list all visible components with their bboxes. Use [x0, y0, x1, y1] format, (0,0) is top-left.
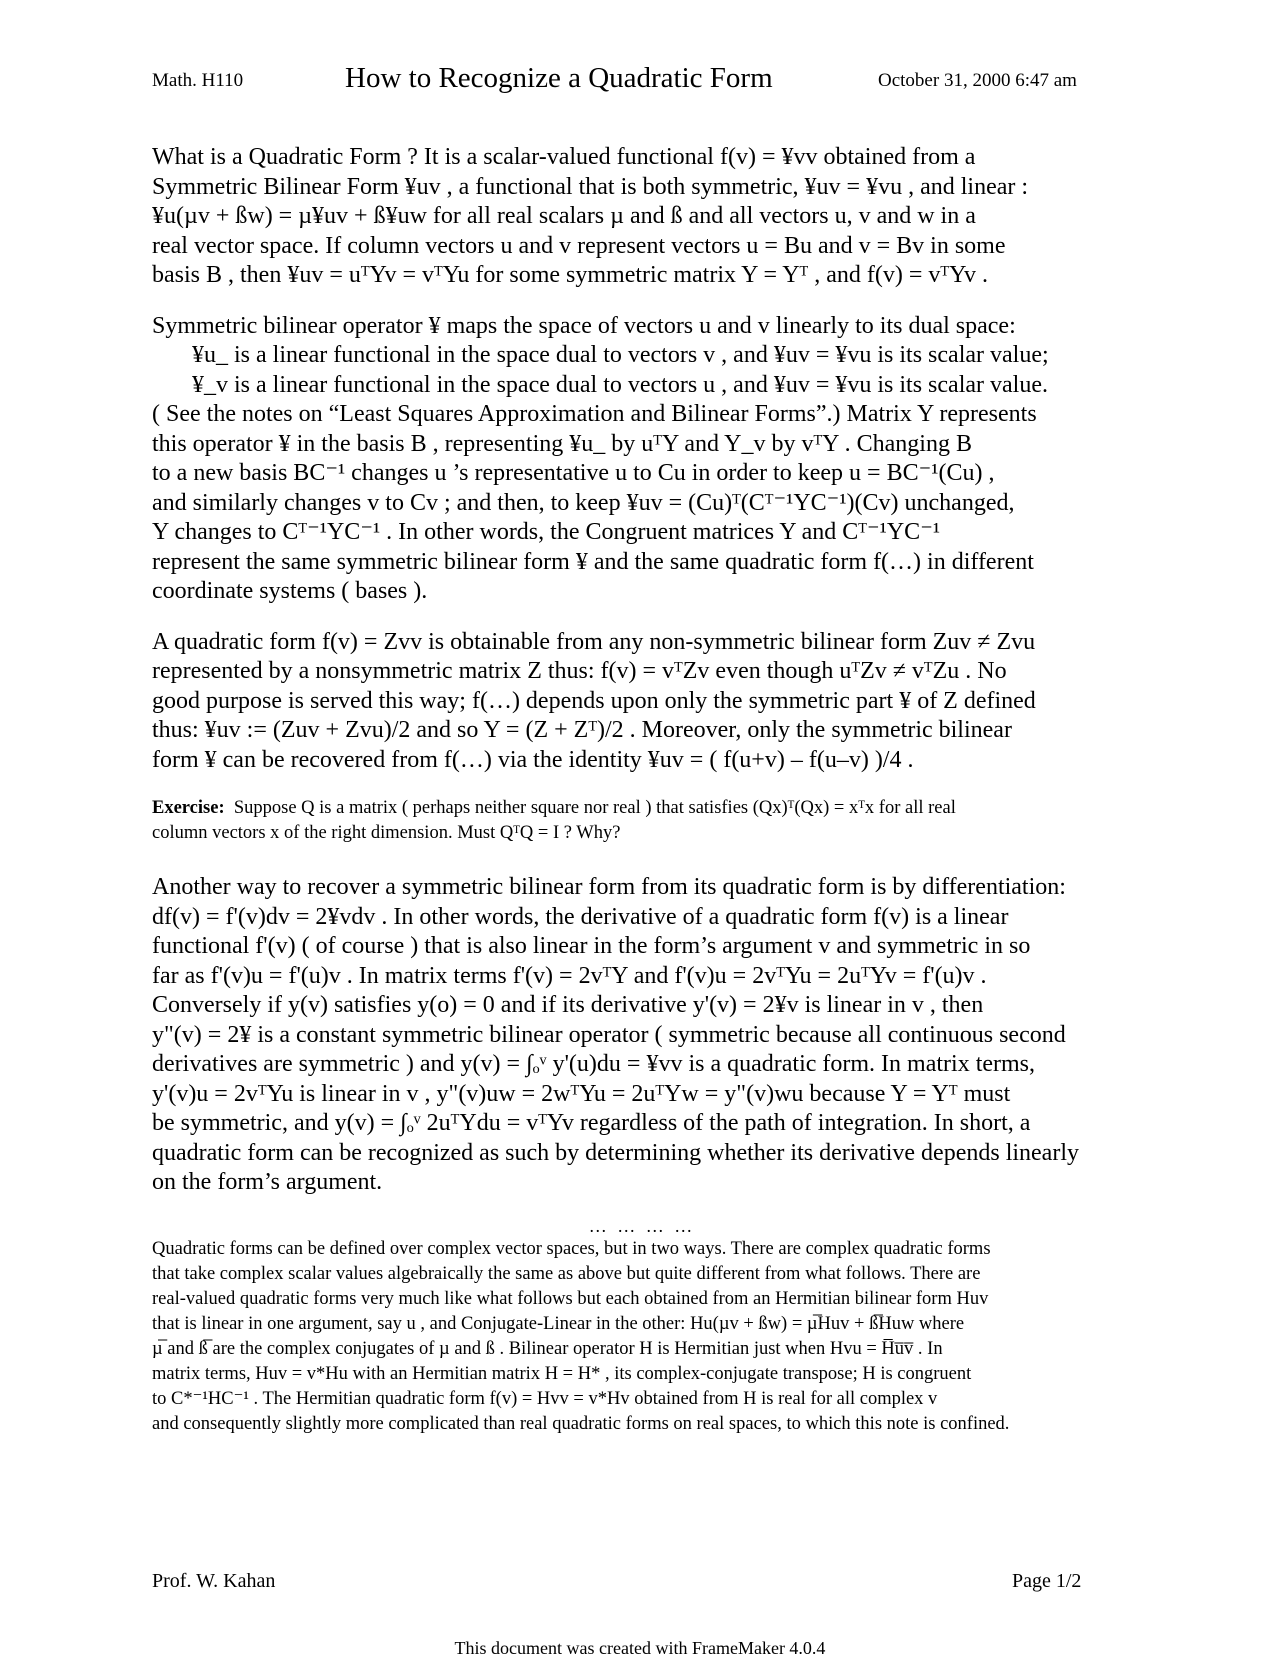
- paragraph-nonsymmetric: [152, 628, 1132, 776]
- text-line: ¥u(µv + ßw) = µ¥uv + ß¥uw for all real scalars µ and ß and all vectors u, v and w in a: [152, 203, 976, 229]
- text-line: y'(v)u = 2vᵀYu is linear in v , y"(v)uw = 2wᵀYu = 2uᵀYw = y"(v)wu because Y = Yᵀ must: [152, 1080, 1011, 1107]
- text-line: to C*⁻¹HC⁻¹ . The Hermitian quadratic form f(v) = Hvv = v*Hv obtained from H is real for all complex v: [152, 1388, 938, 1409]
- text-line: coordinate systems ( bases ).: [152, 578, 428, 604]
- text-line: basis B , then ¥uv = uᵀYv = vᵀYu for some symmetric matrix Y = Yᵀ , and f(v) = vᵀYv .: [152, 262, 989, 288]
- text-line: good purpose is served this way; f(…) depends upon only the symmetric part ¥ of Z defined: [152, 687, 1036, 714]
- text-line: thus: ¥uv := (Zuv + Zvu)/2 and so Y = (Z + Zᵀ)/2 . Moreover, only the symmetric bilinear: [152, 717, 1012, 743]
- text-line: this operator ¥ in the basis B , representing ¥u_ by uᵀY and Y_v by vᵀY . Changing B: [152, 430, 972, 457]
- text-line: and consequently slightly more complicated than real quadratic forms on real spaces, to which this note is confined.: [152, 1413, 1010, 1434]
- text-line: df(v) = f'(v)dv = 2¥vdv . In other words, the derivative of a quadratic form f(v) is a linear: [152, 903, 1009, 930]
- text-line: be symmetric, and y(v) = ∫ₒᵛ 2uᵀYdu = vᵀYv regardless of the path of integration. In short, a: [152, 1110, 1031, 1136]
- document-body: [152, 143, 1132, 1464]
- text-line: functional f'(v) ( of course ) that is also linear in the form’s argument v and symmetric in so: [152, 933, 1031, 959]
- text-line: Another way to recover a symmetric bilinear form from its quadratic form is by differentiation:: [152, 874, 1066, 900]
- exercise-label: Exercise:: [152, 798, 225, 818]
- text-line: µ̅ and ß̅ are the complex conjugates of µ and ß . Bilinear operator H is Hermitian just when Hvu = H̅u̅v̅ . In: [152, 1338, 943, 1359]
- header-date: October 31, 2000 6:47 am: [878, 70, 1077, 91]
- text-line: real-valued quadratic forms very much like what follows but each obtained from an Hermitian bilinear form Huv: [152, 1288, 989, 1309]
- text-line: that take complex scalar values algebraically the same as above but quite different from what follows. There are: [152, 1263, 981, 1284]
- exercise: [152, 796, 1132, 846]
- text-line: ¥u_ is a linear functional in the space dual to vectors v , and ¥uv = ¥vu is its scalar value;: [192, 342, 1049, 368]
- footer-author: Prof. W. Kahan: [152, 1570, 276, 1592]
- text-line: to a new basis BC⁻¹ changes u ’s representative u to Cu in order to keep u = BC⁻¹(Cu) ,: [152, 460, 995, 486]
- exercise-line: [152, 796, 1132, 821]
- text-line: that is linear in one argument, say u , and Conjugate-Linear in the other: Hu(µv + ßw) = µ̅Huv + ß̅Huw where: [152, 1313, 965, 1334]
- page-title: How to Recognize a Quadratic Form: [345, 62, 773, 94]
- header-course: Math. H110: [152, 70, 244, 91]
- text-line: ¥_v is a linear functional in the space dual to vectors u , and ¥uv = ¥vu is its scalar value.: [192, 371, 1048, 398]
- text-line: represent the same symmetric bilinear form ¥ and the same quadratic form f(…) in different: [152, 548, 1034, 575]
- text-line: and similarly changes v to Cv ; and then, to keep ¥uv = (Cu)ᵀ(Cᵀ⁻¹YC⁻¹)(Cv) unchanged,: [152, 489, 1015, 516]
- paragraph-differentiation: [152, 873, 1132, 1198]
- text-line: Symmetric bilinear operator ¥ maps the space of vectors u and v linearly to its dual space:: [152, 312, 1016, 339]
- text-line: Y changes to Cᵀ⁻¹YC⁻¹ . In other words, the Congruent matrices Y and Cᵀ⁻¹YC⁻¹: [152, 519, 941, 545]
- text-line: What is a Quadratic Form ? It is a scalar-valued functional f(v) = ¥vv obtained from a: [152, 144, 976, 170]
- text-line: represented by a nonsymmetric matrix Z thus: f(v) = vᵀZv even though uᵀZv ≠ vᵀZu . No: [152, 658, 1007, 684]
- text-line: far as f'(v)u = f'(u)v . In matrix terms f'(v) = 2vᵀY and f'(v)u = 2vᵀYu = 2uᵀYv = f'(u)v .: [152, 962, 987, 989]
- text-line: matrix terms, Huv = v*Hu with an Hermitian matrix H = H* , its complex-conjugate transpose; H is congruent: [152, 1363, 972, 1384]
- text-line: form ¥ can be recovered from f(…) via the identity ¥uv = ( f(u+v) – f(u–v) )/4 .: [152, 746, 914, 773]
- text-line: y"(v) = 2¥ is a constant symmetric bilinear operator ( symmetric because all continuous second: [152, 1021, 1066, 1048]
- creator-note: This document was created with FrameMaker 4.0.4: [454, 1638, 826, 1658]
- text-line: Quadratic forms can be defined over complex vector spaces, but in two ways. There are complex quadratic forms: [152, 1238, 991, 1259]
- exercise-text: Suppose Q is a matrix ( perhaps neither square nor real ) that satisfies (Qx)ᵀ(Qx) = xᵀx for all real: [233, 798, 956, 818]
- text-line: column vectors x of the right dimension. Must QᵀQ = I ? Why?: [152, 823, 621, 843]
- paragraph-complex: [152, 1237, 1132, 1437]
- text-line: A quadratic form f(v) = Zvv is obtainable from any non-symmetric bilinear form Zuv ≠ Zvu: [152, 628, 1036, 655]
- text-line: Symmetric Bilinear Form ¥uv , a functional that is both symmetric, ¥uv = ¥vu , and linear :: [152, 173, 1029, 200]
- separator: … … … …: [588, 1215, 696, 1236]
- text-line: Conversely if y(v) satisfies y(o) = 0 and if its derivative y'(v) = 2¥v is linear in v , then: [152, 992, 984, 1018]
- text-line: on the form’s argument.: [152, 1169, 383, 1195]
- text-line: ( See the notes on “Least Squares Approximation and Bilinear Forms”.) Matrix Y represents: [152, 401, 1037, 427]
- footer-page-number: Page 1/2: [1012, 1570, 1082, 1592]
- paragraph-definition: [152, 143, 1132, 291]
- paragraph-operator: [152, 312, 1132, 607]
- text-line: quadratic form can be recognized as such by determining whether its derivative depends linearly: [152, 1139, 1079, 1166]
- text-line: derivatives are symmetric ) and y(v) = ∫ₒᵛ y'(u)du = ¥vv is a quadratic form. In matrix terms,: [152, 1051, 1036, 1077]
- text-line: real vector space. If column vectors u and v represent vectors u = Bu and v = Bv in some: [152, 232, 1006, 259]
